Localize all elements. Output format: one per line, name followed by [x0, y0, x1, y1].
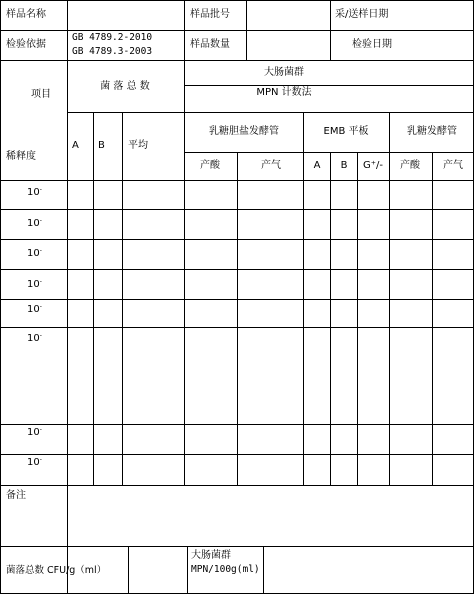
emb-b-header: B	[340, 160, 348, 171]
dilution-row-label: 10-	[27, 456, 42, 468]
dilution-row-label: 10-	[27, 303, 42, 315]
coliform-header: 大肠菌群	[264, 67, 304, 78]
colony-result-label: 菌落总数 CFU/g（ml）	[6, 565, 107, 576]
col-average-header: 平均	[128, 140, 148, 151]
coliform-result-unit: MPN/100g(ml)	[191, 564, 260, 575]
dilution-label: 稀释度	[6, 151, 36, 162]
dilution-row-label: 10-	[27, 426, 42, 438]
sampling-date-label: 采/送样日期	[335, 9, 389, 20]
acid-header-2: 产酸	[400, 160, 420, 171]
mpn-method-header: MPN 计数法	[256, 87, 312, 98]
acid-header: 产酸	[200, 160, 220, 171]
dilution-row-label: 10-	[27, 217, 42, 229]
colony-total-header: 菌 落 总 数	[100, 81, 150, 92]
lactose-bile-tube-header: 乳糖胆盐发酵管	[209, 126, 279, 137]
test-date-label: 检验日期	[352, 39, 392, 50]
sample-name-label: 样品名称	[6, 9, 46, 20]
dilution-row-label: 10-	[27, 332, 42, 344]
emb-a-header: A	[313, 160, 321, 171]
dilution-row-label: 10-	[27, 247, 42, 259]
col-b-header: B	[98, 140, 105, 151]
standard-1: GB 4789.2-2010	[72, 32, 153, 43]
gas-header-2: 产气	[443, 160, 463, 171]
standard-2: GB 4789.3-2003	[72, 46, 153, 57]
emb-plate-header: EMB 平板	[323, 126, 369, 137]
test-basis-label: 检验依据	[6, 39, 46, 50]
lactose-ferment-tube-header: 乳糖发酵管	[407, 126, 457, 137]
sample-quantity-label: 样品数量	[190, 39, 230, 50]
item-label: 项目	[31, 89, 51, 100]
dilution-row-label: 10-	[27, 186, 42, 198]
col-a-header: A	[72, 140, 79, 151]
gas-header: 产气	[261, 160, 281, 171]
gram-stain-header: G⁺/-	[362, 160, 384, 171]
coliform-result-label: 大肠菌群	[191, 550, 231, 561]
remarks-label: 备注	[6, 490, 26, 501]
dilution-row-label: 10-	[27, 278, 42, 290]
sample-batch-label: 样品批号	[190, 9, 230, 20]
